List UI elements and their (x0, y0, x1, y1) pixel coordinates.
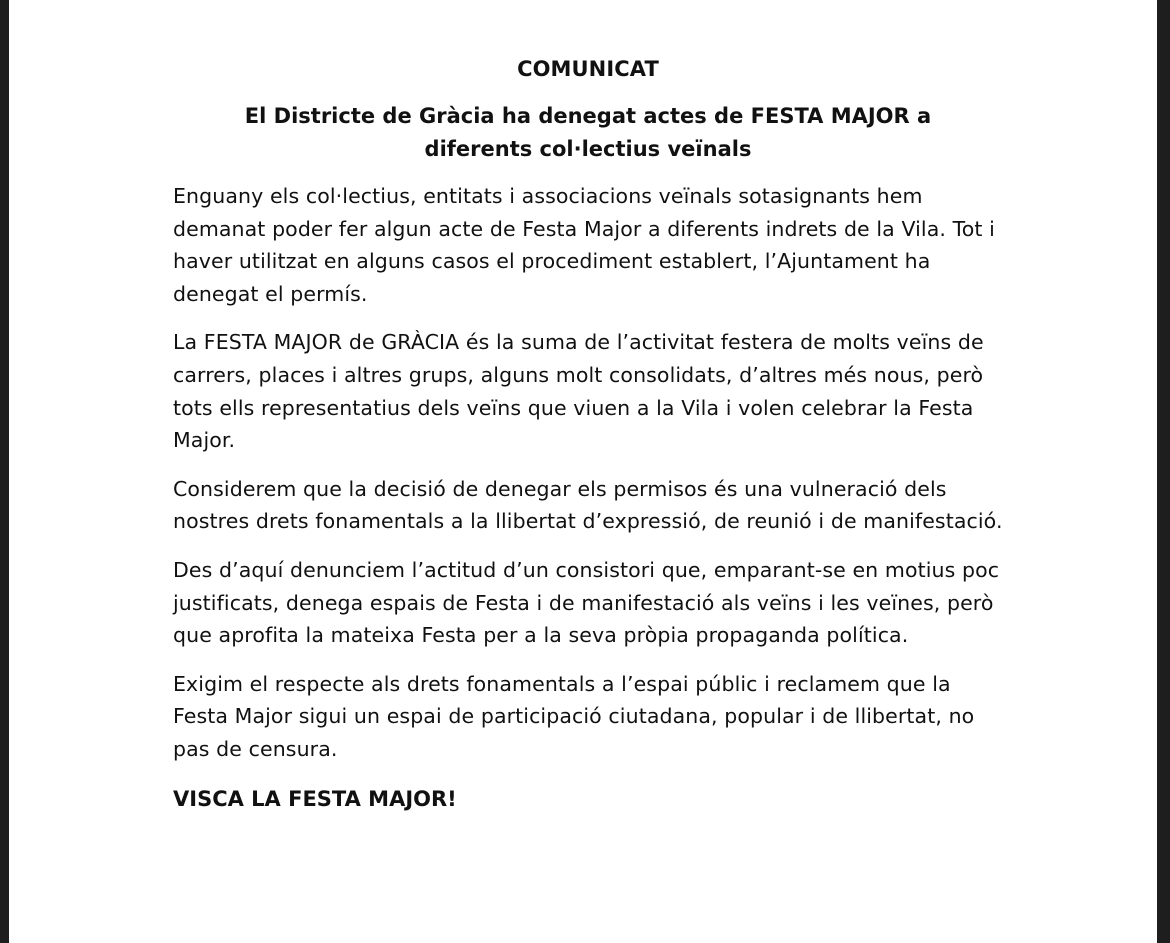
document-subtitle: El Districte de Gràcia ha denegat actes de FESTA MAJOR a diferents col·lectius veïnals (244, 104, 932, 161)
paragraph-3: Considerem que la decisió de denegar els permisos és una vulneració dels nostres drets fonamentals a la llibertat d’expressió, de reunió i de manifestació. (173, 476, 1003, 534)
paragraph-2: La FESTA MAJOR de GRÀCIA és la suma de l’activitat festera de molts veïns de carrers, places i altres grups, alguns molt consolidats, d’altres més nous, però tots ells representatius dels veïns que viuen a la Vila i volen celebrar la Festa Major. (173, 330, 984, 453)
document-title: COMUNICAT (517, 57, 659, 81)
paragraph-1: Enguany els col·lectius, entitats i associacions veïnals sotasignants hem demanat poder fer algun acte de Festa Major a diferents indrets de la Vila. Tot i haver utilitzat en alguns casos el procediment establert, l’Ajuntament ha denegat el permís. (173, 184, 995, 306)
document-page (9, 0, 1157, 943)
paragraph-4: Des d’aquí denunciem l’actitud d’un consistori que, emparant-se en motius poc justificats, denega espais de Festa i de manifestació als veïns i les veïnes, però que aprofita la mateixa Festa per a la seva pròpia propaganda política. (173, 557, 1000, 648)
closing-slogan: VISCA LA FESTA MAJOR! (173, 786, 457, 811)
paragraph-5: Exigim el respecte als drets fonamentals a l’espai públic i reclamem que la Festa Major sigui un espai de participació ciutadana, popular i de llibertat, no pas de censura. (173, 671, 975, 761)
document-content (173, 52, 1003, 816)
